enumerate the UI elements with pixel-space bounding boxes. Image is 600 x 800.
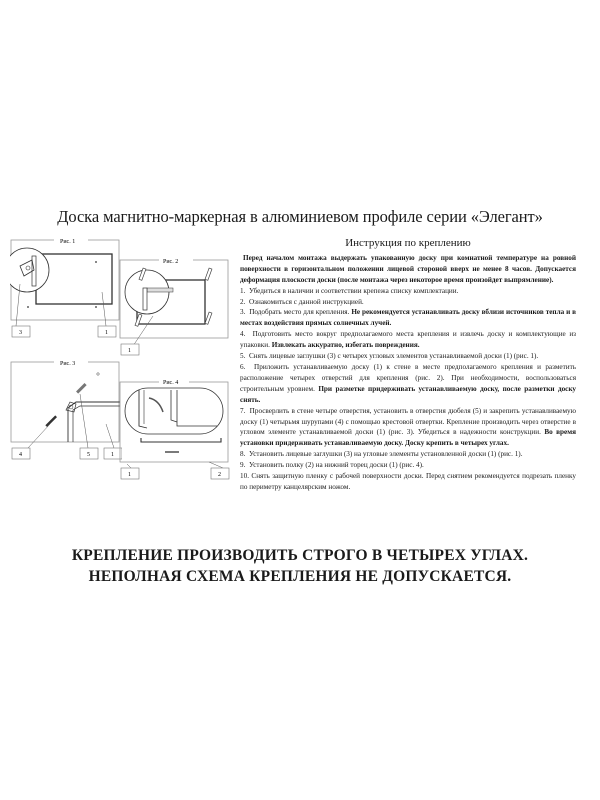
instructions-intro: Перед началом монтажа выдержать упакованную доску при комнатной температуре на ровной поверхности в горизонтальном положении лицевой стороной вверх не менее 8 часов. Допускается деформация плоскости доски (после монтажа через некоторое время произойдет выпрямление). <box>240 253 576 284</box>
installation-instructions <box>240 238 576 493</box>
warning-line-1: КРЕПЛЕНИЕ ПРОИЗВОДИТЬ СТРОГО В ЧЕТЫРЕХ УГЛАХ. <box>71 547 529 564</box>
step-7: 7. Просверлить в стене четыре отверстия, установить в отверстия дюбеля (5) и закрепить устанавливаемую доску (1) четырьмя шурупами (4) с помощью крестовой отвертки. Крепление производить через отверстие в угловом элементе устанавливаемой доски (1) (рис. 3). Убедиться в надежности конструкции. Во время установки придерживать устанавливаемую доску. Доску крепить в четырех углах. <box>240 406 576 448</box>
callout-2: 2 <box>218 472 221 478</box>
step-10: 10. Снять защитную пленку с рабочей поверхности доски. Перед снятием рекомендуется подрезать пленку по периметру канцелярским ножом. <box>240 472 577 491</box>
callout-3: 3 <box>19 330 22 336</box>
step-9: 9. Установить полку (2) на нижний торец доски (1) (рис. 4). <box>240 461 424 470</box>
figure-3 <box>10 358 122 460</box>
step-6: 6. Приложить устанавливаемую доску (1) к стене в месте предполагаемого крепления и разметить расположение четырех отверстий для крепления (рис. 2). При необходимости, воспользоваться строительным уровнем. При разметке придерживать устанавливаемую доску, после разметки доску снять. <box>240 362 577 404</box>
figure-2-label: Рис. 2 <box>163 259 179 265</box>
figure-4 <box>119 378 231 480</box>
step-5: 5. Снять лицевые заглушки (3) с четырех угловых элементов устанавливаемой доски (1) (рис. 1). <box>240 352 539 361</box>
instructions-heading: Инструкция по креплению <box>345 237 471 249</box>
figure-4-label: Рис. 4 <box>163 380 179 386</box>
mounting-warning <box>0 545 600 587</box>
callout-1: 1 <box>111 452 114 458</box>
warning-line-2: НЕПОЛНАЯ СХЕМА КРЕПЛЕНИЯ НЕ ДОПУСКАЕТСЯ. <box>88 568 512 585</box>
step-4: 4. Подготовить место вокруг предполагаемого места крепления и извлечь доску и комплектующие из упаковки. Извлекать аккуратно, избегать повреждения. <box>240 330 577 350</box>
step-2: 2. Ознакомиться с данной инструкцией. <box>240 297 364 306</box>
page-title: Доска магнитно-маркерная в алюминиевом профиле серии «Элегант» <box>57 207 543 226</box>
callout-4: 4 <box>19 452 22 458</box>
figure-1-label: Рис. 1 <box>60 239 76 245</box>
callout-1: 1 <box>128 348 131 354</box>
step-3: 3. Подобрать место для крепления. Не рекомендуется устанавливать доску вблизи источников тепла и в местах воздействия прямых солнечных лучей. <box>240 308 577 328</box>
step-1: 1. Убедиться в наличии и соответствии крепежа списку комплектации. <box>240 286 459 295</box>
callout-1: 1 <box>105 330 108 336</box>
step-8: 8. Установить лицевые заглушки (3) на угловые элементы установленной доски (1) (рис. 1). <box>240 450 523 459</box>
figure-2 <box>119 256 231 358</box>
figure-3-label: Рис. 3 <box>60 361 76 367</box>
figures-panel <box>0 228 240 498</box>
callout-1: 1 <box>128 472 131 478</box>
figure-1 <box>10 236 122 338</box>
callout-5: 5 <box>87 452 90 458</box>
